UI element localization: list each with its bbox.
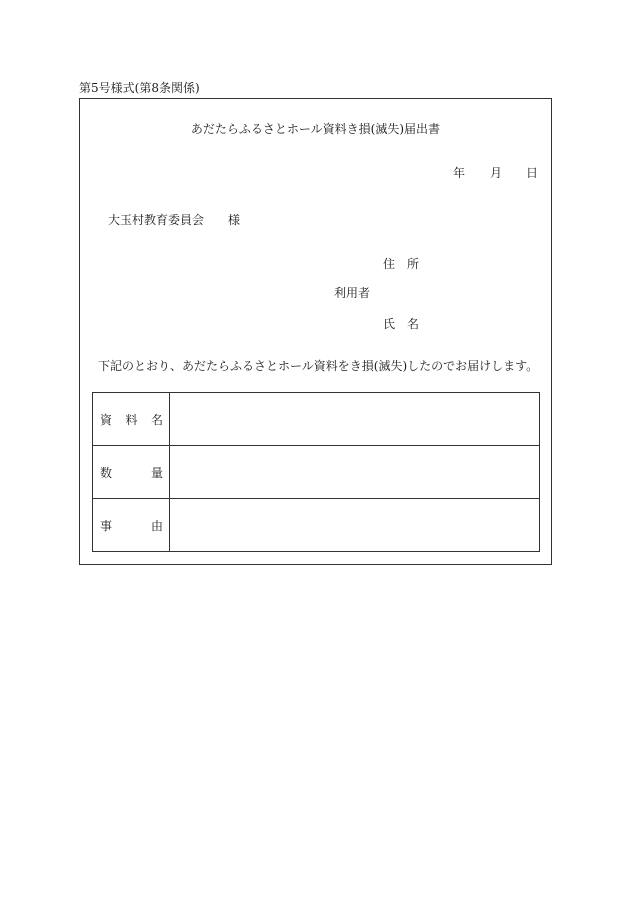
label-char: 事 [100, 518, 113, 533]
label-char: 資 [100, 412, 113, 427]
label-char: 名 [150, 412, 163, 427]
name-label: 氏 名 [383, 317, 420, 331]
quantity-label [93, 446, 170, 499]
table-row [93, 499, 540, 552]
material-name-label [93, 393, 170, 446]
reason-label [93, 499, 170, 552]
reason-field[interactable] [170, 499, 540, 552]
addressee: 大玉村教育委員会 様 [108, 213, 241, 227]
quantity-field[interactable] [170, 446, 540, 499]
table-row [93, 393, 540, 446]
form-title: あだたらふるさとホール資料き損(滅失)届出書 [190, 122, 441, 136]
label-char: 量 [150, 465, 163, 480]
material-name-field[interactable] [170, 393, 540, 446]
form-frame [79, 98, 552, 565]
address-label: 住 所 [383, 257, 420, 271]
table-row [93, 446, 540, 499]
label-char: 料 [125, 412, 138, 427]
form-number: 第5号様式(第8条関係) [79, 81, 200, 95]
user-label: 利用者 [334, 286, 371, 300]
label-char: 由 [150, 518, 163, 533]
date-year-label: 年 [453, 166, 466, 180]
statement-text: 下記のとおり、あだたらふるさとホール資料をき損(滅失)したのでお届けします。 [98, 359, 539, 373]
date-day-label: 日 [526, 166, 539, 180]
details-table [92, 392, 540, 552]
label-char: 数 [100, 465, 113, 480]
date-month-label: 月 [490, 166, 503, 180]
